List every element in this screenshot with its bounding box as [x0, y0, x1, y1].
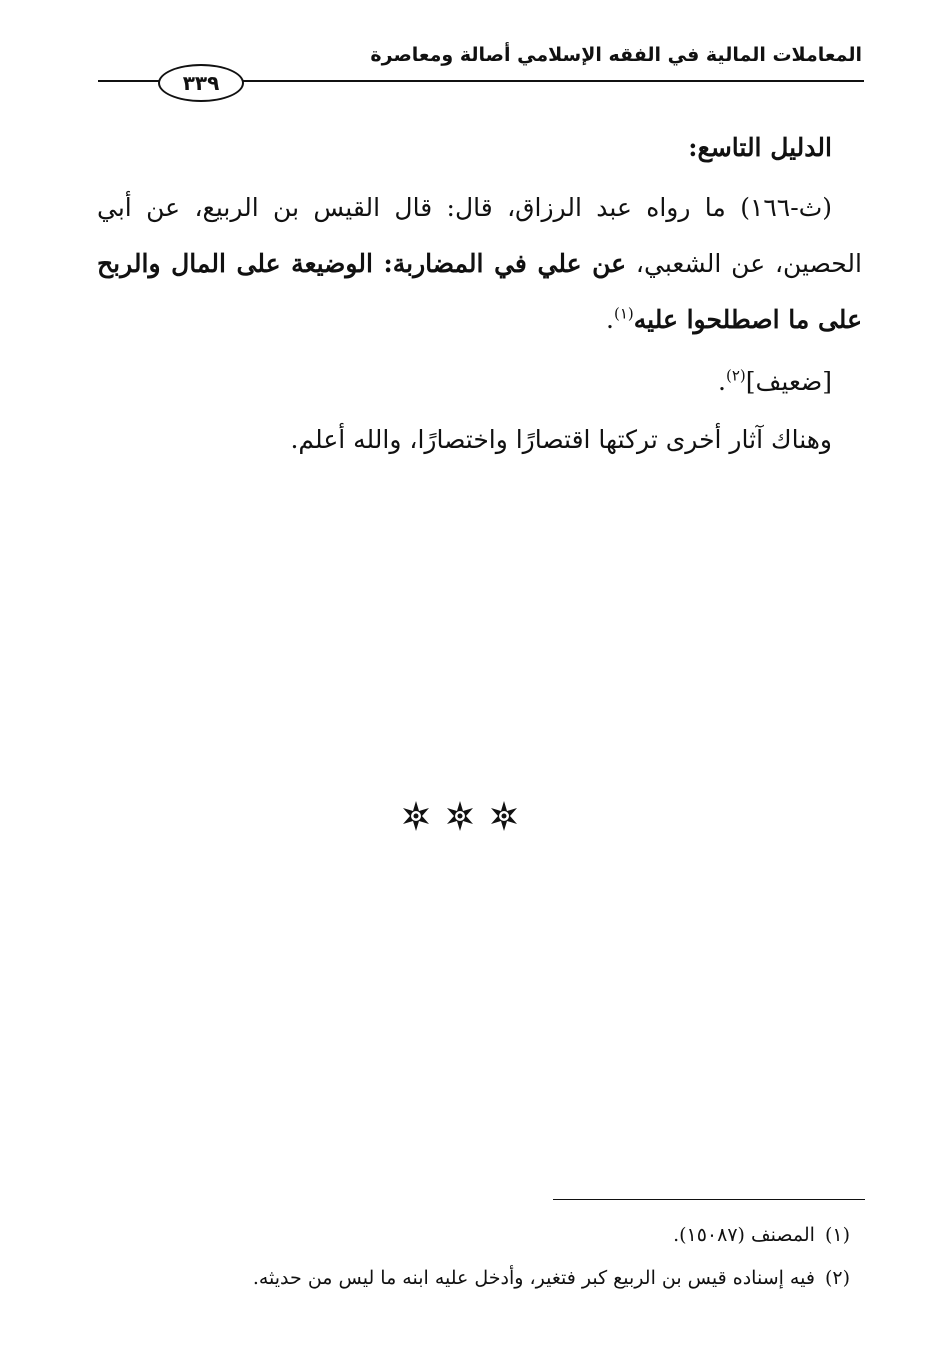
narration-end: . — [606, 305, 614, 334]
narration-chain: (ث-١٦٦) ما رواه عبد الرزاق، قال: قال القيس بن الربيع، عن أبي الحصين، عن الشعبي، — [97, 193, 862, 278]
footnote-2 — [110, 1263, 850, 1293]
footnote-ref-2[interactable]: (٢) — [726, 366, 746, 385]
section-heading: الدليل التاسع: — [688, 133, 832, 162]
floral-star-icon — [444, 800, 476, 832]
closing-paragraph: وهناك آثار أخرى تركتها اقتصارًا واختصارًا، والله أعلم. — [290, 425, 832, 454]
floral-star-icon — [488, 800, 520, 832]
footnote-number: (١) — [824, 1224, 850, 1246]
floral-star-icon — [400, 800, 432, 832]
grading-line — [67, 354, 862, 410]
section-divider-ornaments — [400, 800, 520, 834]
page-number: ٣٣٩ — [182, 71, 220, 95]
footnote-text: المصنف (١٥٠٨٧). — [673, 1224, 815, 1246]
grading-end: . — [718, 367, 726, 396]
page-number-badge — [158, 64, 244, 102]
footnote-ref-1[interactable]: (١) — [613, 304, 634, 323]
running-title: المعاملات المالية في الفقه الإسلامي أصالة ومعاصرة — [370, 44, 862, 66]
narration-text: عن علي في المضاربة: الوضيعة على المال والربح على ما اصطلحوا عليه — [97, 249, 862, 334]
footnote-1 — [110, 1220, 850, 1250]
narration-paragraph — [97, 180, 862, 348]
grading-label: [ضعيف] — [745, 367, 832, 396]
footnote-number: (٢) — [824, 1267, 850, 1289]
footnote-separator — [553, 1199, 865, 1200]
footnote-text: فيه إسناده قيس بن الربيع كبر فتغير، وأدخل عليه ابنه ما ليس من حديثه. — [252, 1267, 815, 1289]
